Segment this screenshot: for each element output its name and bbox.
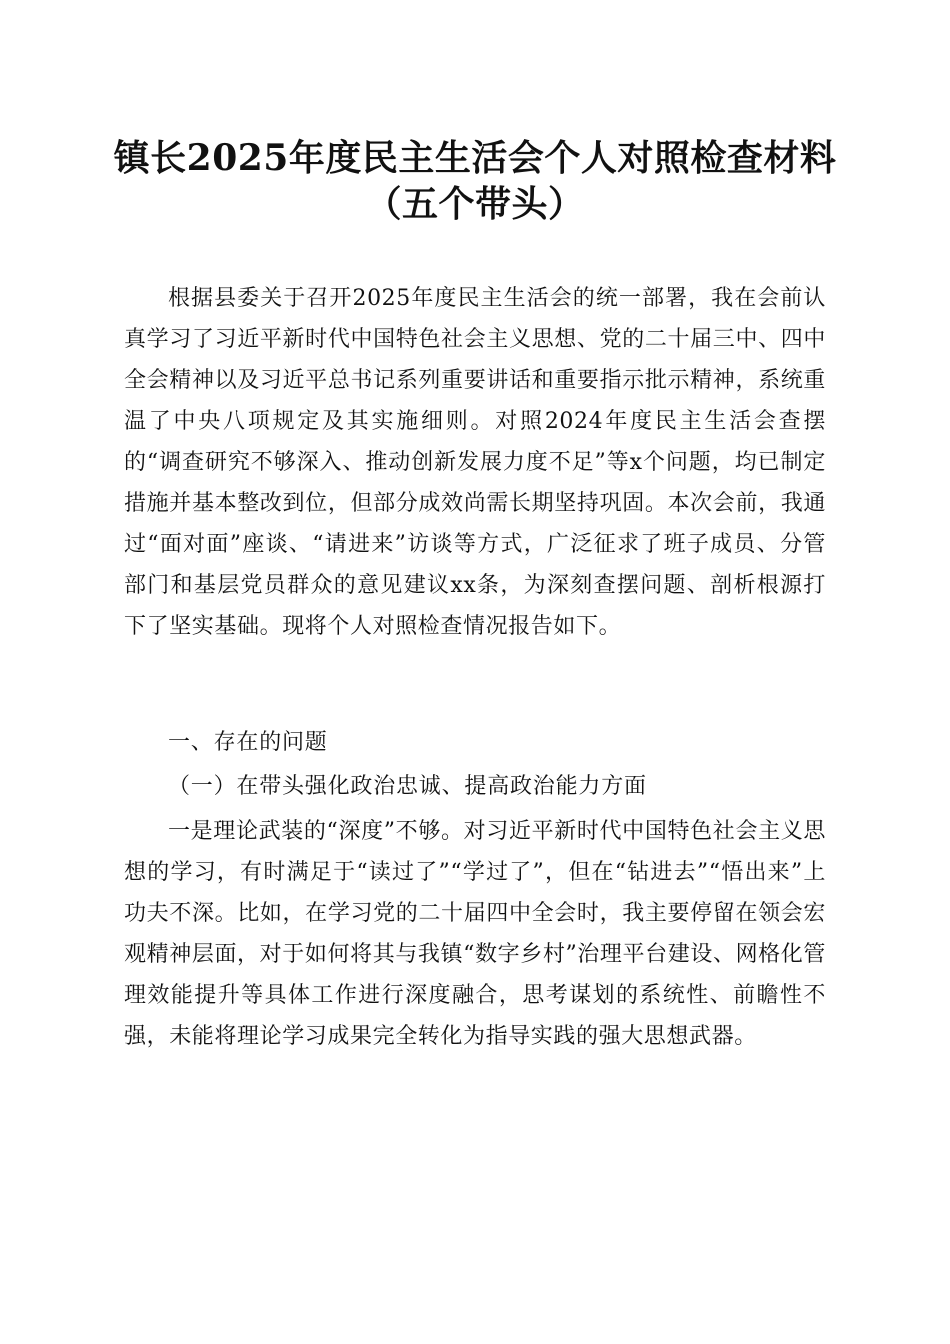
document-title: 镇长2025年度民主生活会个人对照检查材料 [113, 137, 837, 179]
document-subtitle: （五个带头） [365, 183, 585, 225]
section-heading: 一、存在的问题 [168, 730, 328, 755]
point-paragraph: 一是理论武装的“深度”不够。对习近平新时代中国特色社会主义思想的学习，有时满足于“读过了”“学过了”，但在“钻进去”“悟出来”上功夫不深。比如，在学习党的二十届四中全会时，我主要停留在领会宏观精神层面，对于如何将其与我镇“数字乡村”治理平台建设、网格化管理效能提升等具体工作进行深度融合，思考谋划的系统性、前瞻性不强，未能将理论学习成果完全转化为指导实践的强大思想武器。 [124, 819, 826, 1049]
intro-paragraph: 根据县委关于召开2025年度民主生活会的统一部署，我在会前认真学习了习近平新时代中国特色社会主义思想、党的二十届三中、四中全会精神以及习近平总书记系列重要讲话和重要指示批示精神，系统重温了中央八项规定及其实施细则。对照2024年度民主生活会查摆的“调查研究不够深入、推动创新发展力度不足”等x个问题，均已制定措施并基本整改到位，但部分成效尚需长期坚持巩固。本次会前，我通过“面对面”座谈、“请进来”访谈等方式，广泛征求了班子成员、分管部门和基层党员群众的意见建议xx条，为深刻查摆问题、剖析根源打下了坚实基础。现将个人对照检查情况报告如下。 [124, 286, 826, 639]
subsection-heading: （一）在带头强化政治忠诚、提高政治能力方面 [168, 774, 647, 799]
